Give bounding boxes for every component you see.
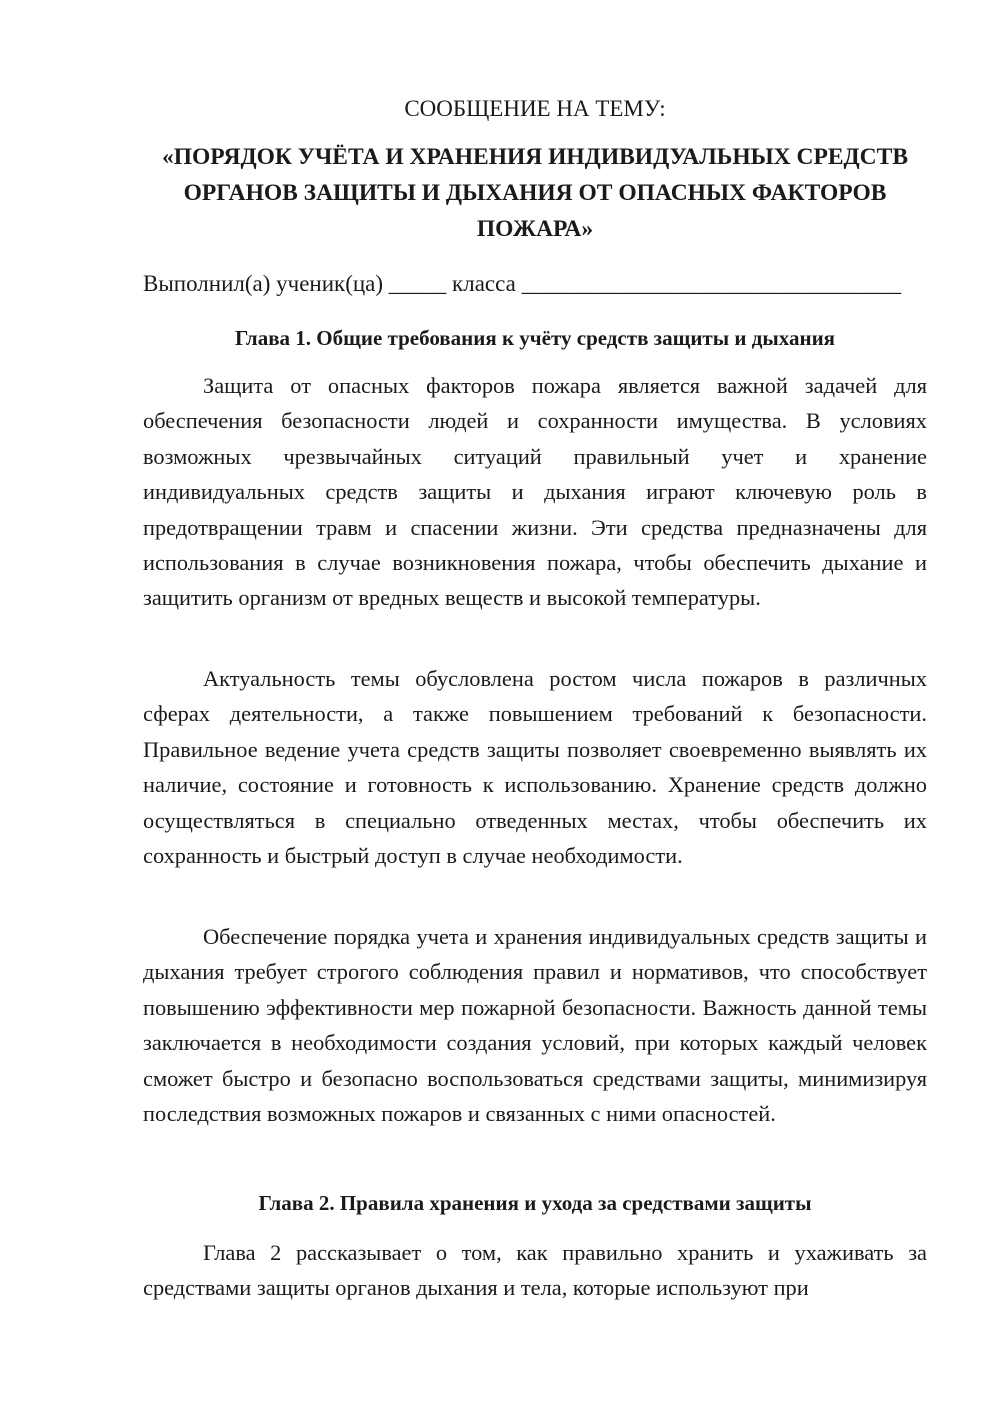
document-header: СООБЩЕНИЕ НА ТЕМУ: xyxy=(404,96,666,121)
chapter-1-paragraph: Обеспечение порядка учета и хранения индивидуальных средств защиты и дыхания требует строгого соблюдения правил и нормативов, что способствует повышению эффективности мер пожарной безопасности. Важность данной темы заключается в необходимости создания условий, при которых каждый человек сможет быстро и безопасно воспользоваться средствами защиты, минимизируя последствия возможных пожаров и связанных с ними опасностей. xyxy=(143,924,927,1127)
chapter-1-paragraph: Защита от опасных факторов пожара является важной задачей для обеспечения безопасности людей и сохранности имущества. В условиях возможных чрезвычайных ситуаций правильный учет и хранение индивидуальных средств защиты и дыхания играют ключевую роль в предотвращении травм и спасении жизни. Эти средства предназначены для использования в случае возникновения пожара, чтобы обеспечить дыхание и защитить организм от вредных веществ и высокой температуры. xyxy=(143,373,927,611)
chapter-2-paragraph: Глава 2 рассказывает о том, как правильно хранить и ухаживать за средствами защиты органов дыхания и тела, которые используют при xyxy=(143,1240,927,1301)
chapter-2-heading: Глава 2. Правила хранения и ухода за средствами защиты xyxy=(258,1191,812,1215)
author-line: Выполнил(а) ученик(ца) _____ класса _________________________________ xyxy=(143,271,902,296)
document-title-line-2: ОРГАНОВ ЗАЩИТЫ И ДЫХАНИЯ ОТ ОПАСНЫХ ФАКТОРОВ xyxy=(183,180,887,206)
chapter-1-heading: Глава 1. Общие требования к учёту средств защиты и дыхания xyxy=(234,326,836,350)
document-title-line-1: «ПОРЯДОК УЧЁТА И ХРАНЕНИЯ ИНДИВИДУАЛЬНЫХ СРЕДСТВ xyxy=(161,144,909,170)
chapter-1-paragraph: Актуальность темы обусловлена ростом числа пожаров в различных сферах деятельности, а также повышением требований к безопасности. Правильное ведение учета средств защиты позволяет своевременно выявлять их наличие, состояние и готовность к использованию. Хранение средств должно осуществляться в специально отведенных местах, чтобы обеспечить их сохранность и быстрый доступ в случае необходимости. xyxy=(143,666,927,869)
document-title-line-3: ПОЖАРА» xyxy=(476,216,594,242)
